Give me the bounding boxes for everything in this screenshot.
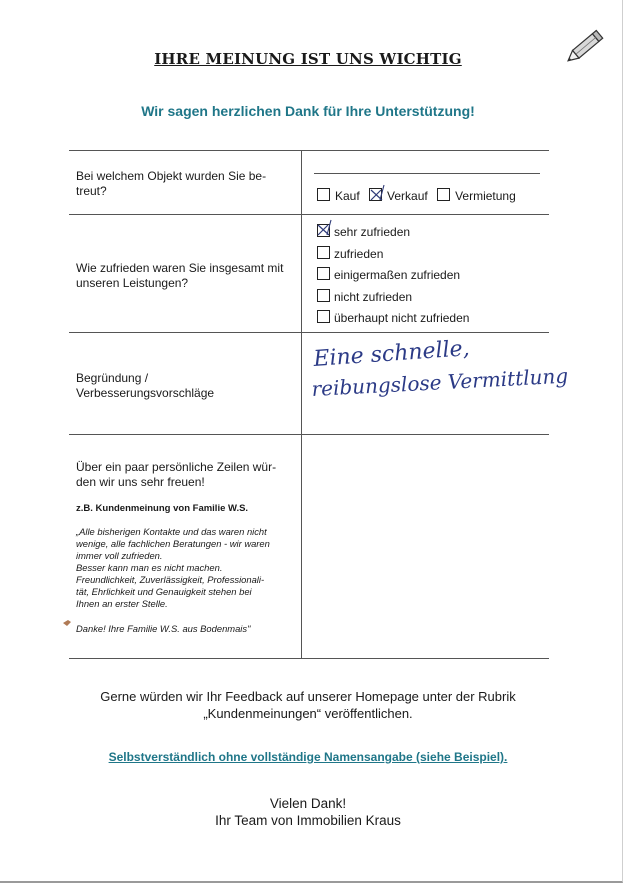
satisfaction-question-label: Wie zufrieden waren Sie insgesamt mit unseren Leistungen? <box>76 261 284 290</box>
paper-mark <box>62 619 72 627</box>
option-label: einigermaßen zufrieden <box>334 268 461 282</box>
ueberhaupt-nicht-checkbox[interactable] <box>317 310 330 323</box>
option-zufrieden[interactable] <box>317 246 469 268</box>
option-kauf[interactable] <box>317 189 363 203</box>
thank-you-subtitle: Wir sagen herzlichen Dank für Ihre Unterstützung! <box>141 103 475 119</box>
sehr-zufrieden-checkbox[interactable] <box>317 224 330 237</box>
object-question-label: Bei welchem Objekt wurden Sie be- treut? <box>76 169 267 198</box>
option-verkauf[interactable] <box>369 189 431 203</box>
einigermassen-checkbox[interactable] <box>317 267 330 280</box>
verkauf-checkbox[interactable] <box>369 188 382 201</box>
feedback-text: Gerne würden wir Ihr Feedback auf unserer Homepage unter der Rubrik „Kundenmeinungen“ veröffentlichen. <box>100 689 516 721</box>
option-label: zufrieden <box>334 246 384 261</box>
option-label: sehr zufrieden <box>334 225 411 239</box>
reason-question-label: Begründung / Verbesserungsvorschläge <box>76 371 215 400</box>
table-rule-bottom <box>69 658 549 659</box>
option-sehr-zufrieden[interactable] <box>317 224 469 246</box>
option-label: Verkauf <box>387 189 428 203</box>
vermietung-checkbox[interactable] <box>437 188 450 201</box>
page-title: IHRE MEINUNG IST UNS WICHTIG <box>154 50 462 68</box>
option-label: Vermietung <box>455 189 516 203</box>
anonymity-note: Selbstverständlich ohne vollständige Namensangabe (siehe Beispiel). <box>108 750 508 764</box>
table-column-divider <box>301 150 302 659</box>
thanks-line: Vielen Dank! <box>269 796 347 811</box>
object-options <box>317 188 522 203</box>
table-rule <box>69 214 549 215</box>
handwriting-line-1: Eine schnelle, <box>312 336 471 372</box>
option-ueberhaupt-nicht-zufrieden[interactable] <box>317 310 469 332</box>
table-rule <box>69 434 549 435</box>
kauf-checkbox[interactable] <box>317 188 330 201</box>
option-nicht-zufrieden[interactable] <box>317 289 469 311</box>
table-rule <box>69 332 549 333</box>
option-label: Kauf <box>335 189 360 203</box>
option-label: nicht zufrieden <box>334 289 413 304</box>
check-mark-icon <box>316 220 334 240</box>
object-blank-line <box>314 173 540 174</box>
satisfaction-options <box>317 224 469 332</box>
handwritten-answer <box>308 336 608 406</box>
zufrieden-checkbox[interactable] <box>317 246 330 259</box>
option-einigermassen-zufrieden[interactable] <box>317 267 469 289</box>
example-quote: „Alle bisherigen Kontakte und das waren nicht wenige, alle fachlichen Beratungen - wir waren immer voll zufrieden. Besser kann man es nicht machen. Freundlichkeit, Zuverlässigkeit, Professionali- tät, Ehrlichkeit und Genauigkeit stehen bei Ihnen an erster Stelle. <box>76 526 270 609</box>
nicht-zufrieden-checkbox[interactable] <box>317 289 330 302</box>
personal-lines-intro: Über ein paar persönliche Zeilen wür- den wir uns sehr freuen! <box>76 460 277 489</box>
table-rule-top <box>69 150 549 151</box>
example-signature: Danke! Ihre Familie W.S. aus Bodenmais" <box>76 623 251 634</box>
team-line: Ihr Team von Immobilien Kraus <box>215 813 401 828</box>
option-vermietung[interactable] <box>437 189 516 203</box>
handwriting-line-2: reibungslose Vermittlung <box>311 363 569 401</box>
closing-thanks <box>0 795 616 829</box>
example-heading: z.B. Kundenmeinung von Familie W.S. <box>76 503 249 514</box>
check-mark-icon <box>368 184 386 204</box>
option-label: überhaupt nicht zufrieden <box>334 311 470 325</box>
